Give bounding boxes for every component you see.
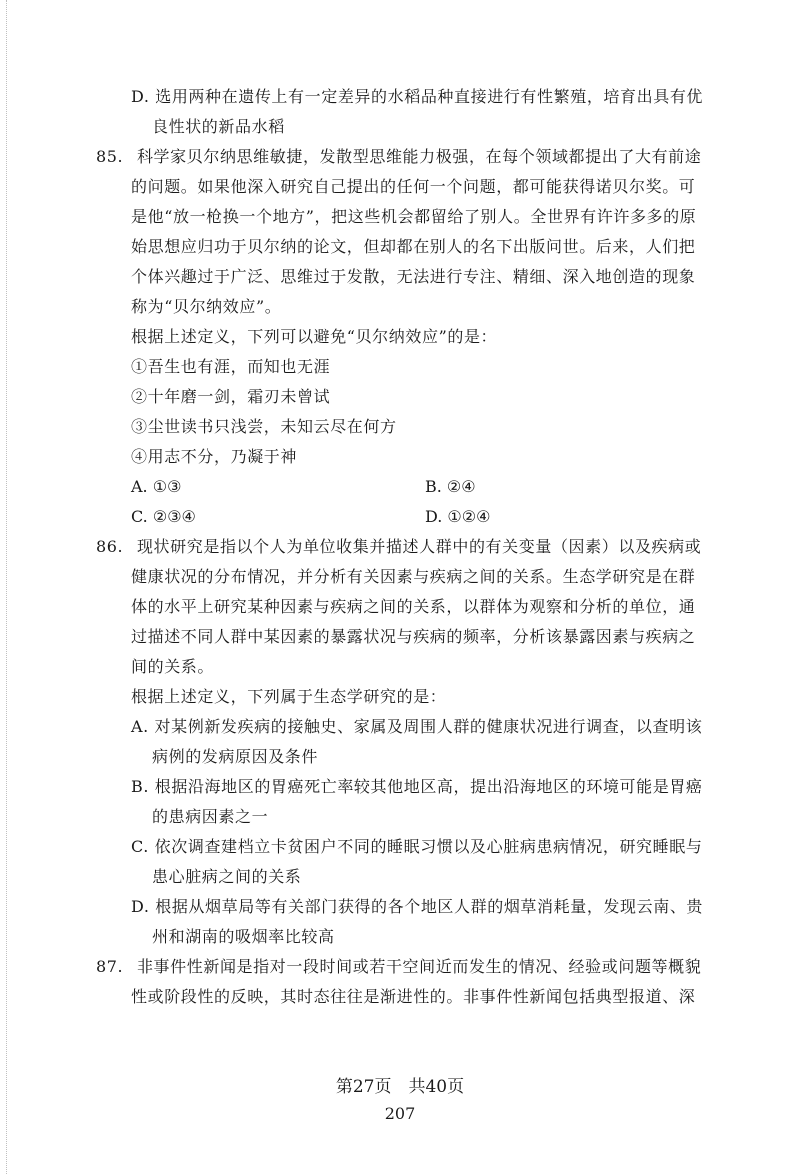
q85-option-a: A. ①③ [131,477,182,496]
q85-question: 根据上述定义，下列可以避免“贝尔纳效应”的是： [131,327,498,346]
q85-option-d: D. ①②④ [425,507,491,526]
q86-question: 根据上述定义，下列属于生态学研究的是： [131,687,447,706]
q84-option-d-line1: D. 选用两种在遗传上有一定差异的水稻品种直接进行有性繁殖，培育出具有优 [131,87,704,106]
q86-stem-line5: 间的关系。 [131,657,215,676]
q85-number: 85. [96,147,124,166]
q86-option-b-line2: 的患病因素之一 [152,807,269,826]
q87-stem-line1 [96,952,728,982]
q86-option-b-line1: B. 根据沿海地区的胃癌死亡率较其他地区高，提出沿海地区的环境可能是胃癌 [131,777,703,796]
q86-stem-line4: 过描述不同人群中某因素的暴露状况与疾病的频率，分析该暴露因素与疾病之 [131,627,696,646]
q85-item-3: ③尘世读书只浅尝，未知云尽在何方 [131,417,397,436]
binding-margin-dots [6,0,9,1174]
q85-options-row1 [96,472,728,502]
q85-stem-line6: 称为“贝尔纳效应”。 [131,297,282,316]
q85-stem-line5: 个体兴趣过于广泛、思维过于发散，无法进行专注、精细、深入地创造的现象 [131,267,696,286]
q86-option-c-line1: C. 依次调查建档立卡贫困户不同的睡眠习惯以及心脏病患病情况，研究睡眠与 [131,837,703,856]
q85-stem-line2: 的问题。如果他深入研究自己提出的任何一个问题，都可能获得诺贝尔奖。可 [131,177,696,196]
page-number: 207 [384,1104,416,1123]
q86-stem-line2: 健康状况的分布情况，并分析有关因素与疾病之间的关系。生态学研究是在群 [131,567,696,586]
q85-item-2: ②十年磨一剑，霜刃未曾试 [131,387,331,406]
q85-stem-line4: 始思想应归功于贝尔纳的论文，但却都在别人的名下出版问世。后来，人们把 [131,237,696,256]
q86-option-a-line2: 病例的发病原因及条件 [152,747,319,766]
q86-stem-line1 [96,532,728,562]
q86-option-c-line2: 患心脏病之间的关系 [152,867,302,886]
q85-option-b: B. ②④ [425,477,476,496]
q84-option-d-line2: 良性状的新品水稻 [152,117,285,136]
q85-options-row2 [96,502,728,532]
q87-number: 87. [96,957,124,976]
q87-stem-text1: 非事件性新闻是指对一段时间或若干空间近而发生的情况、经验或问题等概貌 [136,957,702,976]
q86-number: 86. [96,537,124,556]
q86-option-d-line1: D. 根据从烟草局等有关部门获得的各个地区人群的烟草消耗量，发现云南、贵 [131,897,704,916]
q85-item-4: ④用志不分，乃凝于神 [131,447,298,466]
q86-option-d-line2: 州和湖南的吸烟率比较高 [152,927,335,946]
q87-stem-line2: 性或阶段性的反映，其时态往往是渐进性的。非事件性新闻包括典型报道、深 [131,987,696,1006]
q85-item-1: ①吾生也有涯，而知也无涯 [131,357,331,376]
q86-option-a-line1: A. 对某例新发疾病的接触史、家属及周围人群的健康状况进行调查，以查明该 [131,717,703,736]
q86-stem-text1: 现状研究是指以个人为单位收集并描述人群中的有关变量（因素）以及疾病或 [136,537,702,556]
q85-stem-line3: 是他“放一枪换一个地方”，把这些机会都留给了别人。全世界有许许多多的原 [131,207,697,226]
page-label: 第27页 共40页 [335,1077,465,1097]
q86-stem-line3: 体的水平上研究某种因素与疾病之间的关系，以群体为观察和分析的单位，通 [131,597,696,616]
q85-option-c: C. ②③④ [131,507,196,526]
q85-stem-text1: 科学家贝尔纳思维敏捷，发散型思维能力极强，在每个领域都提出了大有前途 [136,147,702,166]
q85-stem-line1 [96,142,728,172]
page-content [96,82,728,1012]
